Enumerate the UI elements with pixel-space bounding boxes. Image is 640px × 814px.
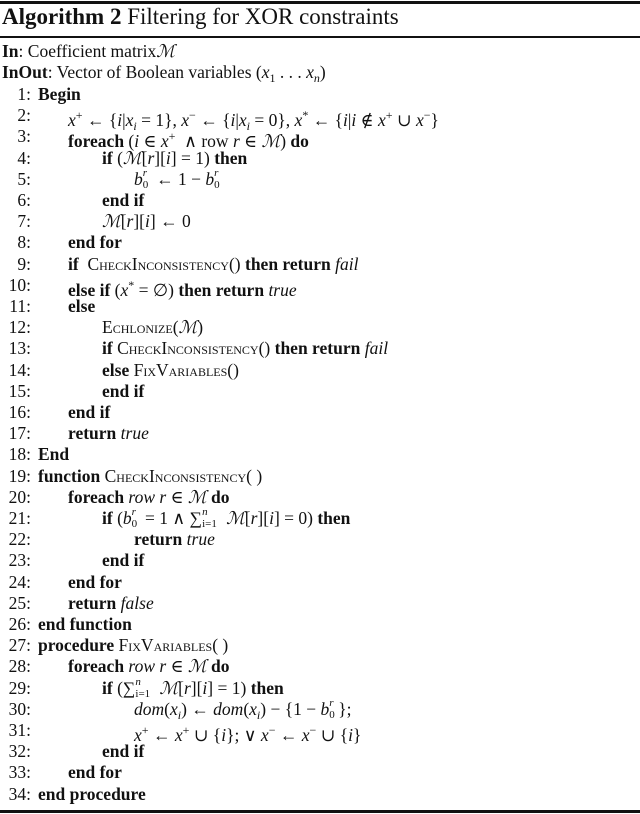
line-number: 2: [17,105,31,126]
math-symbol: row r [128,486,167,507]
superscript: + [75,108,83,123]
text: ) ← [181,698,214,719]
subscript: i [256,707,261,722]
line-number: 6: [17,190,31,210]
line-number: 23: [8,550,31,571]
math-symbol: row r [128,656,167,677]
line-number: 32: [8,741,31,762]
math-symbol: true [186,529,215,550]
procedure-name: CheckInconsistency [87,253,229,274]
line-number: 15: [8,380,31,401]
keyword: end for [68,762,122,783]
math-scripts [142,166,152,191]
line-number: 19: [8,465,31,486]
line-number: 13: [8,338,31,359]
superscript: + [385,108,393,123]
line-number: 1: [17,84,31,104]
text: ] = 0) [273,508,318,528]
caption-rule [0,36,640,38]
line-number: 24: [8,571,31,592]
algorithm-title: Filtering for XOR constraints [127,4,399,29]
keyword: do [211,656,230,677]
text: = 1}, [136,110,182,131]
text: ( [243,698,250,719]
line-number: 29: [8,677,31,698]
keyword: then return [245,253,336,274]
text: ← [275,725,302,745]
math-symbol: true [120,423,149,444]
math-symbol: false [120,592,154,613]
subscript: i [246,119,250,134]
procedure-name: FixVariables [118,635,213,656]
math-symbol: b [134,168,143,189]
text: ) − {1 − [260,698,321,719]
line-code [68,402,110,423]
text: ∈ [139,131,161,152]
math-symbol: ℳ [102,211,121,232]
line-code [38,784,146,805]
line-code [68,232,122,253]
keyword: if [68,253,79,274]
math-symbol: r [250,508,258,528]
superscript: + [182,723,190,737]
text: () [258,338,275,359]
line-code [68,275,297,301]
subscript: 0 [214,178,220,191]
text: ← { [195,110,231,131]
line-number: 12: [8,317,31,338]
bottom-rule [0,810,640,813]
line-number: 16: [8,402,31,422]
input-text: : Coefficient matrix [18,41,157,61]
keyword: return [134,529,183,550]
keyword: return [68,423,117,444]
line-code [102,211,191,232]
line-code [134,720,361,746]
line-code [38,466,262,487]
keyword: do [211,486,230,507]
text: | [122,110,126,131]
math-symbol: i [269,508,274,528]
subscript: i [133,119,137,134]
keyword: return [68,592,117,613]
math-symbol: fail [335,253,359,274]
procedure-name: FixVariables [133,359,228,380]
text: ← [148,725,175,745]
line-number: 27: [8,635,31,656]
text: (∑ [112,677,136,698]
procedure-name: CheckInconsistency [117,338,259,359]
inout-x1: x [261,62,270,82]
subscript: 0 [131,518,138,530]
text: ∉ [356,110,378,131]
line-code [102,317,203,338]
line-number: 25: [8,592,31,613]
text: ∈ [166,486,188,507]
keyword: then return [178,279,269,300]
text: ( [172,317,179,338]
line-number: 14: [8,359,31,380]
keyword: do [290,131,309,152]
text: ∧ row [175,131,233,152]
line-code [38,614,132,635]
subscript: i [177,707,182,722]
line-code [102,338,388,359]
text: }; ∨ [226,725,261,745]
math-symbol: fail [364,338,389,359]
math-symbol: i [145,211,150,232]
keyword: end if [102,380,145,401]
math-scripts [214,166,223,191]
text: [ [178,677,184,698]
line-number: 5: [17,168,31,189]
keyword: if [102,338,113,359]
superscript: − [309,723,317,737]
keyword: else [102,359,130,380]
keyword: then [250,677,284,698]
math-symbol: x [415,110,424,131]
keyword: then return [274,338,365,359]
superscript: − [268,723,276,737]
line-number: 28: [8,656,31,677]
text: ← { [82,110,118,131]
superscript: r [131,506,136,518]
line-number: 17: [8,423,31,444]
text: [ [141,147,148,168]
math-symbol: ℳ [159,677,179,698]
line-code [102,675,284,700]
math-symbol: x [181,110,190,131]
math-symbol: x [125,110,134,131]
text: | [347,110,352,131]
superscript: * [302,108,309,123]
text: [ [244,508,251,528]
text: ( [164,698,170,719]
math-symbol: r [126,211,134,232]
line-number: 4: [17,147,31,168]
text: ][ [154,147,166,168]
line-code [134,166,223,191]
math-scripts [329,696,338,721]
keyword: then [317,508,351,528]
line-code [102,741,144,762]
text: ← { [308,110,343,131]
line-number: 22: [8,529,31,550]
keyword: else if [68,279,111,300]
line-number: 20: [8,486,31,507]
line-number: 9: [17,253,31,274]
subscript: 0 [142,178,149,191]
text: ∪ [392,110,416,131]
inout-dots: . . . [275,62,307,82]
inout-text: : Vector of Boolean variables ( [47,62,262,82]
math-symbol: i [351,110,357,131]
algorithm-caption [2,4,399,30]
keyword: end for [68,571,122,592]
text: ][ [133,211,146,232]
line-code [38,84,81,105]
procedure-name: Echlonize [102,317,173,338]
line-code [102,550,144,571]
text: } [430,110,439,131]
line-code [134,529,215,550]
text: ][ [190,677,203,698]
math-symbol: x [169,698,178,719]
math-symbol: ℳ [187,486,207,507]
keyword: if [102,677,113,698]
line-code [68,423,149,444]
line-number: 3: [17,126,31,147]
keyword: procedure [38,635,115,656]
keyword: then [214,147,248,168]
subscript: i=1 [135,687,151,700]
math-symbol: r [183,677,191,698]
math-symbol: r [147,147,155,168]
line-code [68,572,122,593]
math-symbol: ℳ [261,131,281,152]
line-code [68,593,154,614]
superscript: + [168,129,176,144]
math-symbol: i [134,131,140,152]
keyword: function [38,465,101,486]
math-symbol: true [268,279,297,300]
text: ∈ [166,656,188,677]
keyword: end procedure [38,783,146,804]
keyword: end if [102,550,145,571]
inout-subn: n [313,71,320,85]
math-scripts [135,675,159,700]
line-code [102,148,247,169]
text: [ [120,211,127,232]
text: = 0}, [250,110,295,131]
line-number: 30: [8,698,31,719]
superscript: − [423,108,431,123]
inout-close: ) [319,62,326,82]
text: () [227,359,239,380]
text: ) [280,131,291,152]
math-symbol: x [120,279,129,300]
text: ] = 1) [207,677,251,698]
line-code [102,360,239,381]
math-symbol: x [68,110,76,131]
text: ∈ [239,131,262,152]
math-symbol: b [205,168,215,189]
math-symbol: i [165,147,171,168]
line-number: 8: [17,232,31,253]
line-number: 31: [8,720,31,740]
subscript: 0 [329,708,335,721]
line-number: 18: [8,444,31,465]
line-code [102,508,350,529]
text: ( [112,508,123,528]
text: ) [197,317,204,338]
superscript: r [142,166,148,179]
inout-spec [2,62,326,86]
superscript: + [141,723,149,737]
math-symbol: i [221,725,227,745]
line-code [68,487,230,508]
math-symbol: ℳ [178,317,198,338]
math-symbol: b [122,508,132,528]
math-scripts [131,506,141,530]
text: = 1 ∧ ∑ [140,508,203,528]
math-symbol: x [377,110,386,131]
math-symbol: x [134,725,142,745]
superscript: r [214,166,219,179]
math-symbol: ℳ [187,656,207,677]
math-symbol: i [348,725,353,745]
math-scripts [202,506,226,530]
line-code [68,656,230,677]
inout-xn: x [306,62,314,82]
keyword: End [38,444,70,465]
keyword: foreach [68,656,125,677]
input-label: In [2,41,19,61]
line-number: 10: [8,274,31,295]
text: ( ) [246,465,263,486]
math-symbol: i [230,110,236,131]
math-symbol: dom [213,698,244,719]
keyword: end if [68,402,111,422]
input-symbol: ℳ [156,41,175,61]
procedure-name: CheckInconsistency [104,465,247,486]
line-code [38,635,228,656]
math-symbol: ℳ [122,147,142,168]
text: ][ [257,508,270,528]
text: () [228,253,245,274]
math-symbol: dom [134,698,165,719]
math-symbol: x [260,725,269,745]
math-symbol: x [301,725,310,745]
text: ← 1 − [151,168,206,189]
math-symbol: r [232,131,240,152]
text: ( ) [212,635,229,656]
keyword: if [102,147,113,168]
line-number: 34: [8,783,31,804]
math-symbol: x [238,110,247,131]
keyword: end for [68,232,122,253]
superscript: n [202,506,208,518]
text: = ∅) [134,279,179,300]
line-number: 33: [8,762,31,783]
line-number: 21: [8,508,31,528]
line-code [102,190,144,211]
keyword: else [68,296,96,316]
superscript: − [189,108,196,123]
math-symbol: b [320,698,330,719]
line-code [68,296,95,317]
line-number: 7: [17,211,31,232]
text: ] ← 0 [149,211,191,232]
line-code [68,254,358,275]
text: ( [110,279,121,300]
algorithm-label: Algorithm 2 [2,4,122,29]
math-symbol: i [342,110,348,131]
keyword: foreach [68,486,125,507]
text: | [235,110,239,131]
keyword: if [102,508,113,528]
math-symbol: i [117,110,123,131]
inout-label: InOut [2,62,48,82]
keyword: foreach [68,131,125,152]
text: } [352,725,362,745]
keyword: end if [102,190,145,210]
math-symbol: i [202,677,208,698]
text: ( [124,131,135,152]
line-number: 26: [8,614,31,634]
math-symbol: x [294,110,303,131]
text: ] = 1) [170,147,215,168]
text: ∪ { [316,725,349,745]
line-number: 11: [9,296,31,316]
line-code [102,381,144,402]
input-spec [2,41,175,62]
math-symbol: x [174,725,183,745]
line-code [68,762,122,783]
inout-sub1: 1 [269,71,276,85]
superscript: r [329,696,334,709]
line-code [38,444,69,465]
math-symbol: x [160,131,169,152]
superscript: n [135,675,141,688]
text: ( [112,147,123,168]
keyword: Begin [38,84,81,104]
text: }; [338,698,352,719]
math-symbol: x [249,698,257,719]
text: ∪ { [189,725,222,745]
keyword: end function [38,614,132,634]
superscript: * [128,277,135,292]
keyword: end if [102,741,145,762]
subscript: i=1 [202,518,217,530]
math-symbol: ℳ [226,508,245,528]
